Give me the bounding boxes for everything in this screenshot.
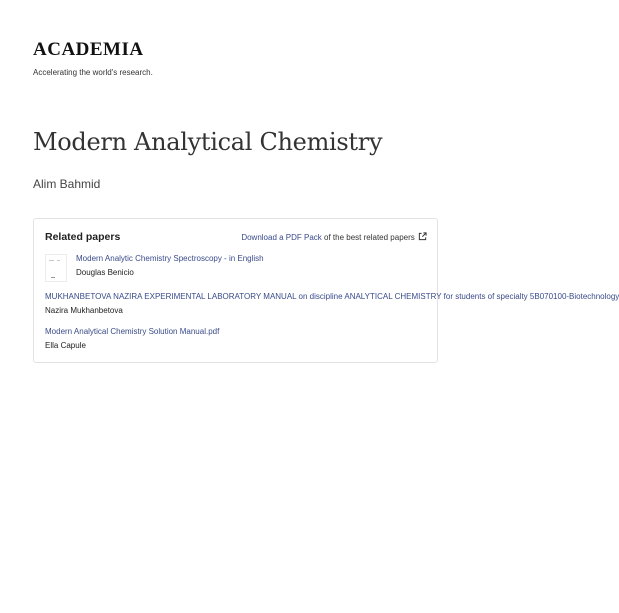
related-paper-item bbox=[45, 327, 427, 350]
related-paper-item bbox=[45, 254, 427, 284]
external-link-icon[interactable] bbox=[418, 232, 427, 243]
document-thumbnail-icon[interactable] bbox=[45, 254, 67, 282]
related-papers-card bbox=[33, 218, 619, 363]
document-title: Modern Analytical Chemistry bbox=[33, 128, 383, 156]
related-paper-author: Nazira Mukhanbetova bbox=[45, 305, 123, 315]
related-paper-author: Ella Capule bbox=[45, 340, 86, 350]
related-paper-title[interactable]: MUKHANBETOVA NAZIRA EXPERIMENTAL LABORATORY MANUAL on discipline ANALYTICAL CHEMISTRY for students of specialty 5B070100-Biotechnology bbox=[45, 292, 619, 301]
related-paper-item bbox=[45, 292, 619, 315]
document-author: Alim Bahmid bbox=[33, 177, 101, 191]
related-papers-header bbox=[45, 231, 427, 245]
brand-tagline: Accelerating the world's research. bbox=[33, 68, 153, 77]
related-paper-author: Douglas Benicio bbox=[76, 267, 134, 277]
brand-block bbox=[33, 40, 153, 77]
download-pdf-pack-suffix: of the best related papers bbox=[321, 233, 415, 242]
academia-logo[interactable]: ACADEMIA bbox=[33, 39, 144, 60]
related-papers-heading: Related papers bbox=[45, 231, 121, 243]
download-pdf-pack bbox=[241, 232, 427, 243]
related-paper-title[interactable]: Modern Analytic Chemistry Spectroscopy - in English bbox=[76, 254, 264, 263]
download-pdf-pack-link[interactable]: Download a PDF Pack bbox=[241, 233, 322, 242]
related-paper-title[interactable]: Modern Analytical Chemistry Solution Manual.pdf bbox=[45, 327, 220, 336]
